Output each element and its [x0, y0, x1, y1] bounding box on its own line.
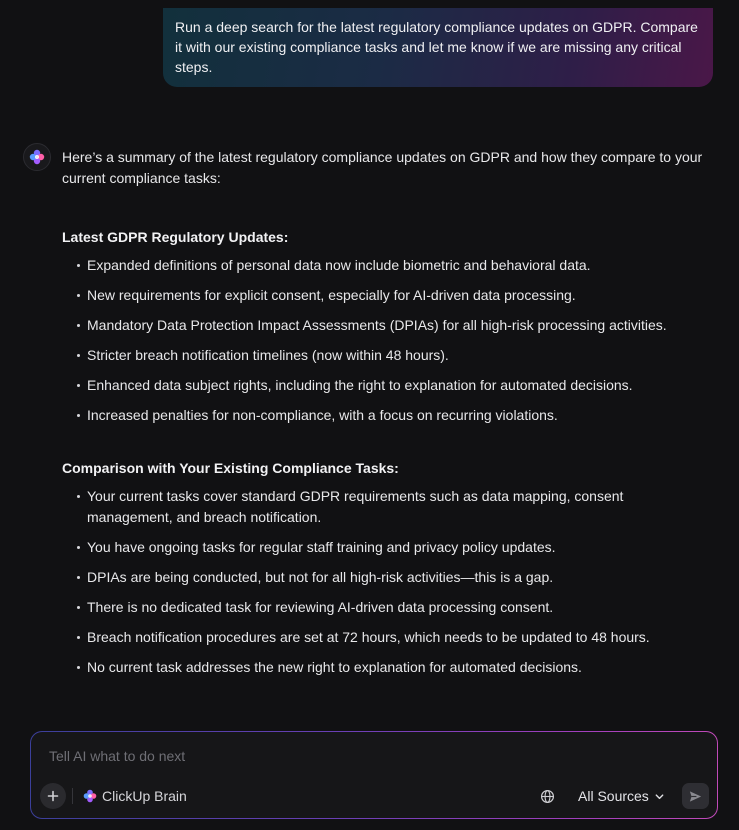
sources-dropdown[interactable] [578, 785, 665, 807]
comparison-list [62, 486, 712, 678]
clickup-brain-button[interactable] [83, 785, 187, 807]
add-button[interactable] [40, 783, 66, 809]
list-item: DPIAs are being conducted, but not for all high-risk activities—this is a gap. [62, 567, 712, 588]
updates-list [62, 255, 712, 426]
list-item: Your current tasks cover standard GDPR requirements such as data mapping, consent management, and breach notification. [62, 486, 712, 528]
list-item: No current task addresses the new right to explanation for automated decisions. [62, 657, 712, 678]
web-search-button[interactable] [538, 787, 556, 805]
ai-response [62, 147, 712, 687]
sources-label: All Sources [578, 788, 649, 804]
list-item: Breach notification procedures are set at 72 hours, which needs to be updated to 48 hours. [62, 627, 712, 648]
list-item: Stricter breach notification timelines (now within 48 hours). [62, 345, 712, 366]
globe-icon [540, 789, 555, 804]
list-item: Mandatory Data Protection Impact Assessments (DPIAs) for all high-risk processing activities. [62, 315, 712, 336]
toolbar-divider [72, 788, 73, 804]
list-item: You have ongoing tasks for regular staff training and privacy policy updates. [62, 537, 712, 558]
ai-response-intro: Here’s a summary of the latest regulatory compliance updates on GDPR and how they compare to your current compliance tasks: [62, 149, 703, 186]
section-title-comparison: Comparison with Your Existing Compliance Tasks: [62, 460, 399, 476]
section-title-updates: Latest GDPR Regulatory Updates: [62, 229, 289, 245]
clickup-brain-icon [29, 149, 45, 165]
user-message-text: Run a deep search for the latest regulatory compliance updates on GDPR. Compare it with our existing compliance tasks and let me know if we are missing any critical steps. [175, 19, 698, 75]
clickup-brain-icon [83, 789, 97, 803]
composer [30, 731, 718, 819]
user-message-bubble [163, 8, 713, 87]
send-button[interactable] [682, 783, 709, 809]
ai-avatar [23, 143, 51, 171]
list-item: Expanded definitions of personal data now include biometric and behavioral data. [62, 255, 712, 276]
list-item: Increased penalties for non-compliance, with a focus on recurring violations. [62, 405, 712, 426]
clickup-brain-label: ClickUp Brain [102, 788, 187, 804]
prompt-input[interactable] [49, 746, 669, 766]
send-icon [688, 789, 703, 804]
plus-icon [47, 790, 59, 802]
list-item: New requirements for explicit consent, especially for AI-driven data processing. [62, 285, 712, 306]
composer-inner [31, 732, 717, 818]
chevron-down-icon [654, 791, 665, 802]
list-item: Enhanced data subject rights, including the right to explanation for automated decisions. [62, 375, 712, 396]
list-item: There is no dedicated task for reviewing AI-driven data processing consent. [62, 597, 712, 618]
